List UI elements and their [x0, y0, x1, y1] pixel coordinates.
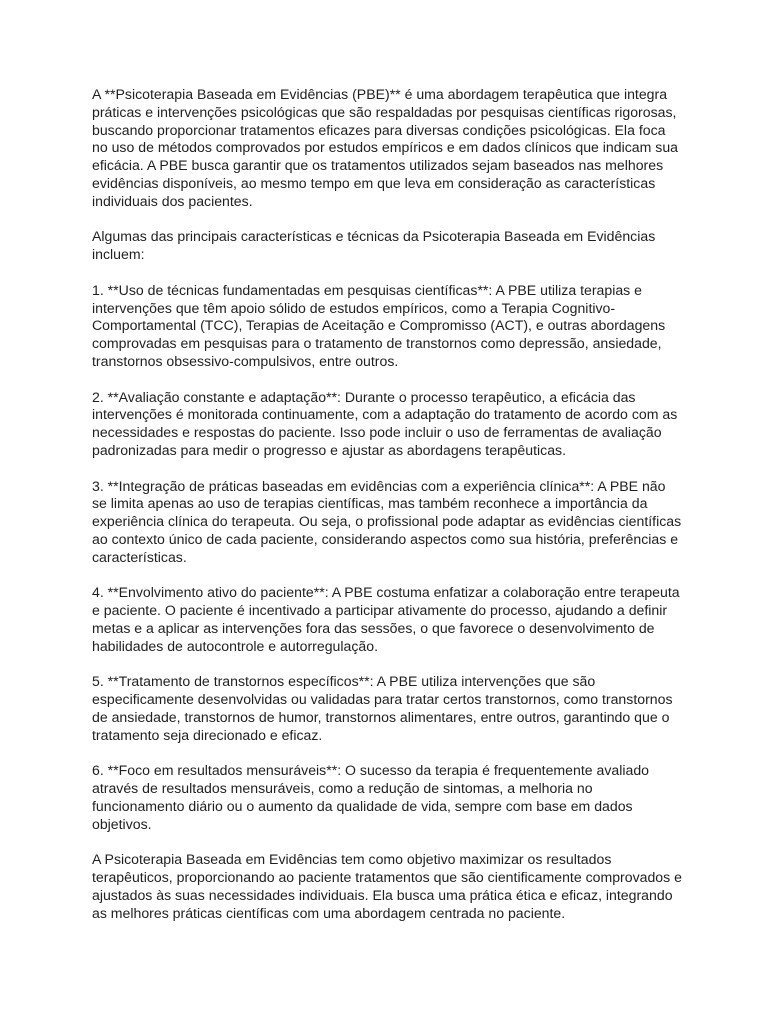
list-item-4: 4. **Envolvimento ativo do paciente**: A PBE costuma enfatizar a colaboração entre terapeuta e paciente. O paciente é incentivado a participar ativamente do processo, ajudando a definir metas e a aplicar as intervenções fora das sessões, o que favorece o desenvolvimento de habilidades de autocontrole e autorregulação. — [92, 584, 680, 654]
list-item-5: 5. **Tratamento de transtornos específicos**: A PBE utiliza intervenções que são especificamente desenvolvidas ou validadas para tratar certos transtornos, como transtornos de ansiedade, transtornos de humor, transtornos alimentares, entre outros, garantindo que o tratamento seja direcionado e eficaz. — [92, 673, 673, 743]
list-item-2: 2. **Avaliação constante e adaptação**: Durante o processo terapêutico, a eficácia das intervenções é monitorada continuamente, com a adaptação do tratamento de acordo com as necessidades e respostas do paciente. Isso pode incluir o uso de ferramentas de avaliação padronizadas para medir o progresso e ajustar as abordagens terapêuticas. — [92, 388, 678, 458]
document-body — [92, 86, 682, 940]
intro-paragraph: A **Psicoterapia Baseada em Evidências (PBE)** é uma abordagem terapêutica que integra práticas e intervenções psicológicas que são respaldadas por pesquisas científicas rigorosas, buscando proporcionar tratamentos eficazes para diversas condições psicológicas. Ela foca no uso de métodos comprovados por estudos empíricos e em dados clínicos que indicam sua eficácia. A PBE busca garantir que os tratamentos utilizados sejam baseados nas melhores evidências disponíveis, ao mesmo tempo em que leva em consideração as características individuais dos pacientes. — [92, 86, 678, 209]
list-item-3: 3. **Integração de práticas baseadas em evidências com a experiência clínica**: A PBE não se limita apenas ao uso de terapias científicas, mas também reconhece a importância da experiência clínica do terapeuta. Ou seja, o profissional pode adaptar as evidências científicas ao contexto único de cada paciente, considerando aspectos como sua história, preferências e características. — [92, 477, 682, 565]
list-item-1: 1. **Uso de técnicas fundamentadas em pesquisas científicas**: A PBE utiliza terapias e intervenções que têm apoio sólido de estudos empíricos, como a Terapia Cognitivo-Comportamental (TCC), Terapias de Aceitação e Compromisso (ACT), e outras abordagens comprovadas em pesquisas para o tratamento de transtornos como depressão, ansiedade, transtornos obsessivo-compulsivos, entre outros. — [92, 281, 666, 369]
list-intro-paragraph: Algumas das principais características e técnicas da Psicoterapia Baseada em Evidências incluem: — [92, 228, 656, 263]
list-item-6: 6. **Foco em resultados mensuráveis**: O sucesso da terapia é frequentemente avaliado através de resultados mensuráveis, como a redução de sintomas, a melhoria no funcionamento diário ou o aumento da qualidade de vida, sempre com base em dados objetivos. — [92, 762, 650, 832]
conclusion-paragraph: A Psicoterapia Baseada em Evidências tem como objetivo maximizar os resultados terapêuticos, proporcionando ao paciente tratamentos que são cientificamente comprovados e ajustados às suas necessidades individuais. Ela busca uma prática ética e eficaz, integrando as melhores práticas científicas com uma abordagem centrada no paciente. — [92, 851, 682, 921]
